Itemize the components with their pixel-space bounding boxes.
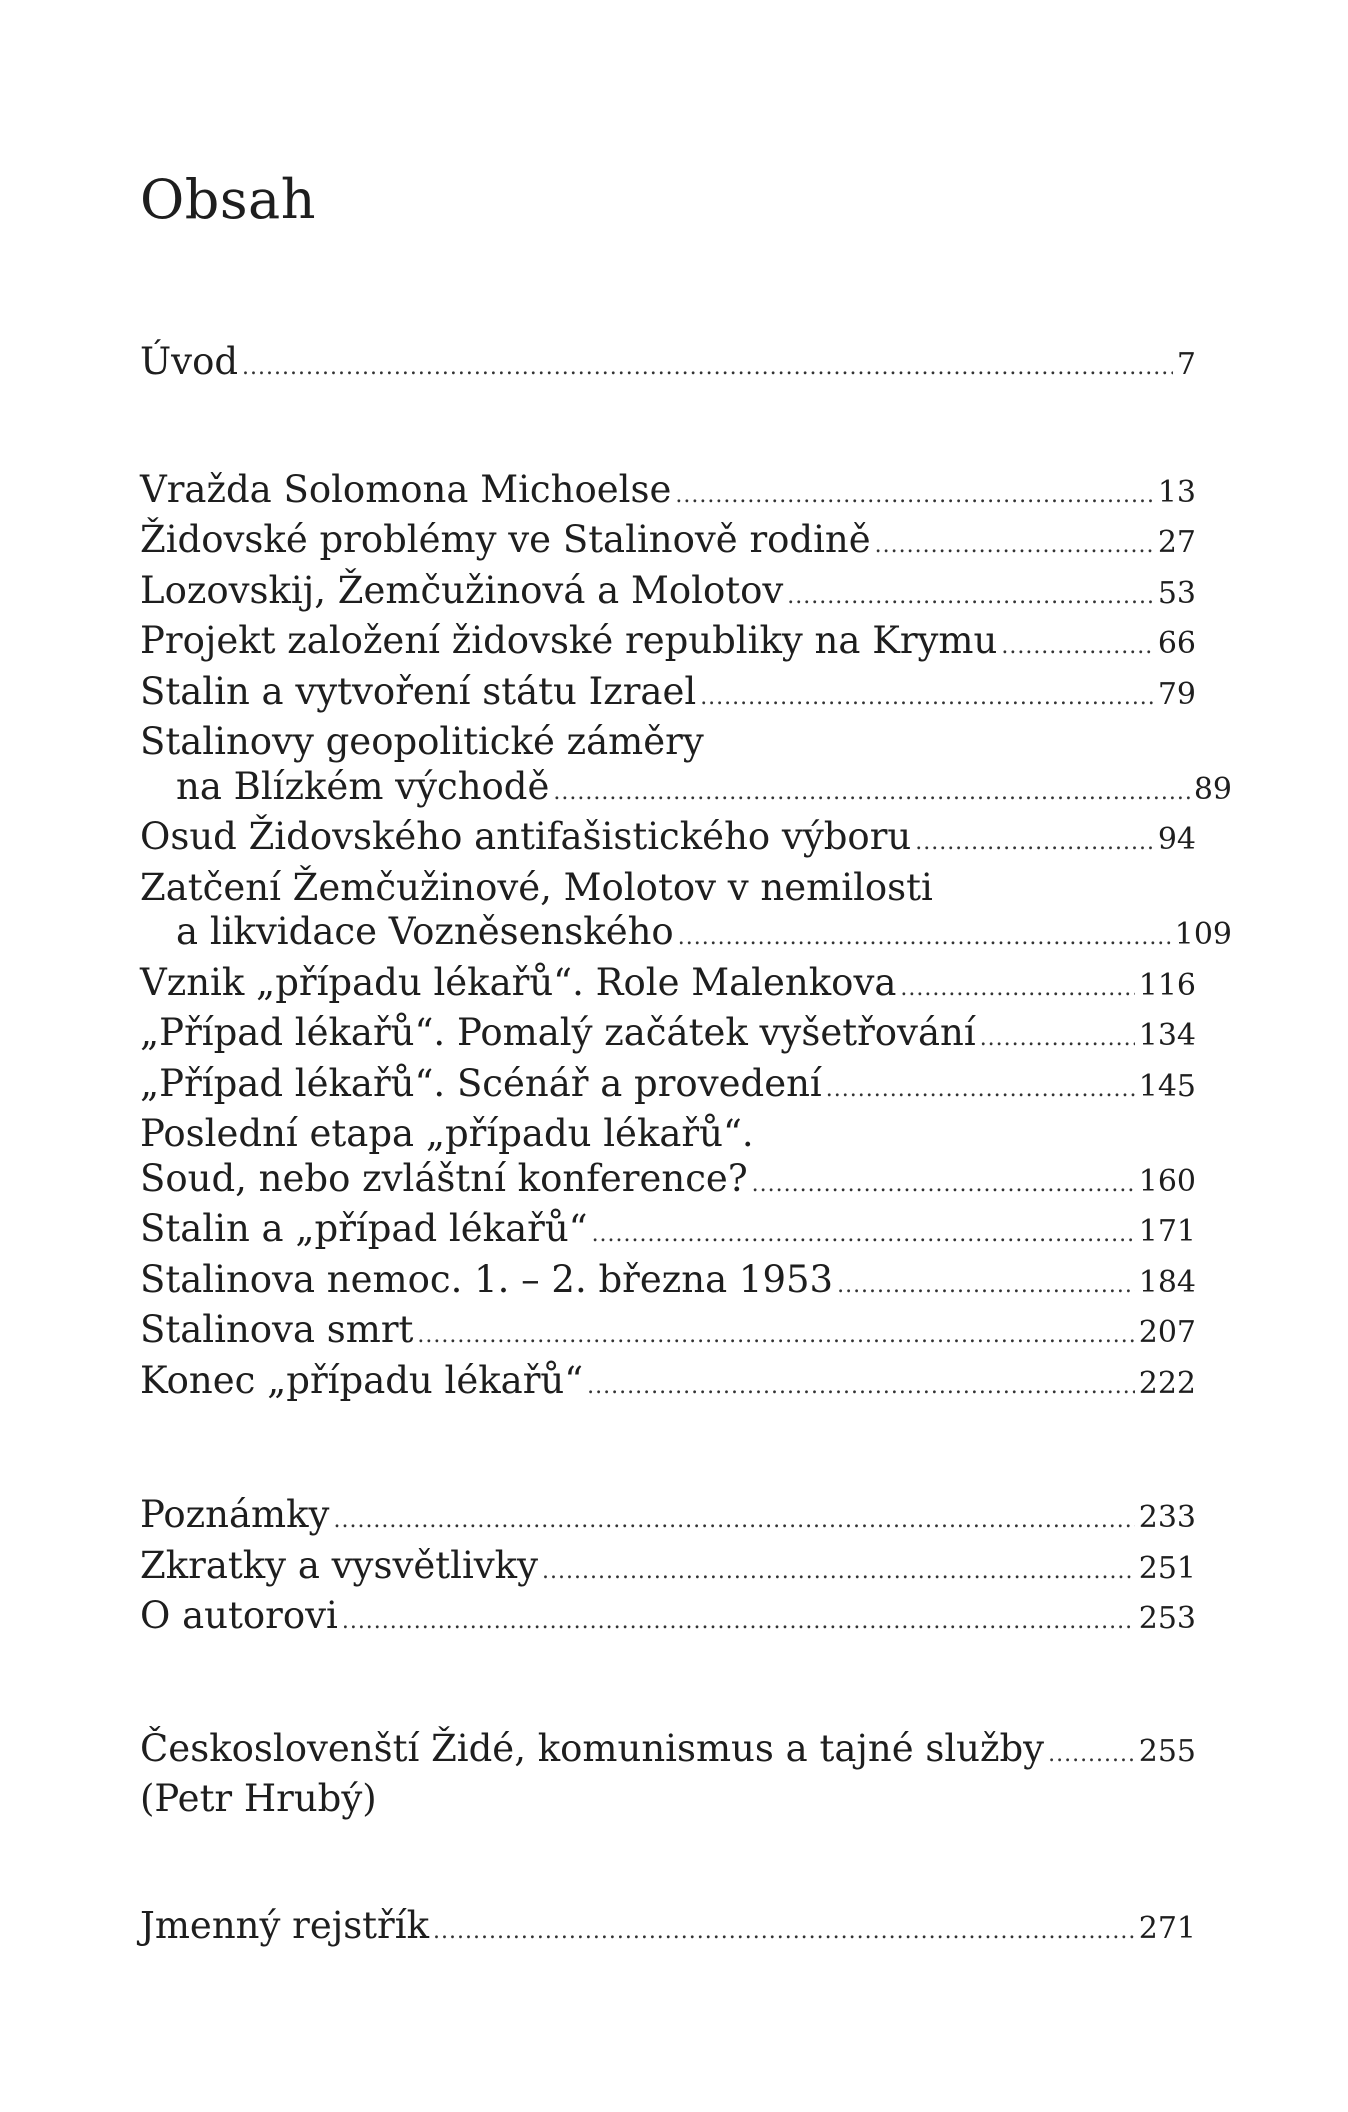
dot-leader [700,676,1154,721]
dot-leader [678,916,1171,961]
toc-entry-page: 145 [1138,1068,1196,1104]
toc-entry-appendix [140,1544,1196,1595]
toc-entry-page: 255 [1138,1733,1196,1769]
toc-entry [140,518,1196,569]
dot-leader [752,1163,1135,1208]
toc-entry-page: 233 [1138,1500,1196,1535]
toc-entry-title: Lozovskij, Žemčužinová a Molotov [140,568,784,612]
toc-entry-title: Vznik „případu lékařů“. Role Malenkova [140,960,897,1004]
dot-leader [1001,625,1153,670]
toc-entry-title-line1: Stalinovy geopolitické záměry [140,720,704,763]
dot-leader [900,967,1134,1012]
toc-entry-title-line2: Soud, nebo zvláštní konference? [140,1156,748,1200]
toc-entry-page: 134 [1138,1018,1196,1053]
toc-entry-page: 171 [1138,1214,1196,1249]
dot-leader [592,1213,1135,1258]
toc-entry-title-line1: Zatčení Žemčužinové, Molotov v nemilosti [140,865,933,909]
toc-entry-title: Stalin a vytvoření státu Izrael [140,669,697,713]
dot-leader [587,1365,1135,1410]
toc-entry-title: „Případ lékařů“. Pomalý začátek vyšetřování [140,1011,976,1054]
toc-entry-title-line2: a likvidace Vozněsenského [176,910,674,953]
toc-entry [140,961,1196,1012]
toc-entry-title: Stalin a „případ lékařů“ [140,1207,588,1250]
toc-entry-page: 184 [1138,1264,1196,1300]
toc-entry-page: 207 [1138,1315,1196,1350]
dot-leader [826,1068,1135,1113]
dot-leader [875,524,1154,569]
toc-entry [140,468,1196,519]
toc-entry [140,1011,1196,1062]
toc-entry-page: 251 [1138,1550,1196,1586]
toc-entry [140,1359,1196,1410]
toc-entry-title: Jmenný rejstřík [140,1903,429,1947]
dot-leader [433,1910,1135,1955]
toc-entry-title: Židovské problémy ve Stalinově rodině [140,518,871,561]
toc-entry-intro [140,340,1196,391]
dot-leader [675,474,1153,519]
toc-entry-title: Úvod [140,340,239,383]
dot-leader [242,346,1173,391]
toc-entry-title: Projekt založení židovské republiky na Krymu [140,619,998,662]
toc-entry-title: Vražda Solomona Michoelse [140,467,672,511]
toc-entry-page: 116 [1138,967,1196,1003]
toc-entry [140,720,1232,815]
toc-entry [140,569,1196,620]
toc-entry [140,1207,1196,1258]
toc-entry-title-line1: Poslední etapa „případu lékařů“. [140,1112,754,1155]
toc-entry-title: „Případ lékařů“. Scénář a provedení [140,1061,822,1105]
toc-entry-page: 94 [1157,822,1196,857]
dot-leader [553,771,1189,816]
toc-entry-page: 13 [1157,474,1196,510]
toc-entry-page: 53 [1157,575,1196,611]
dot-leader [837,1264,1135,1309]
toc-entry-page: 66 [1157,626,1196,661]
toc-entry [140,865,1232,961]
toc-entry-page: 222 [1138,1365,1196,1401]
toc-entry-appendix [140,1594,1196,1645]
toc-entry-page: 79 [1157,676,1196,712]
toc-entry-author: (Petr Hrubý) [140,1777,377,1820]
toc-entry-title: O autorovi [140,1594,338,1637]
toc-entry-title: Stalinova nemoc. 1. – 2. března 1953 [140,1257,834,1301]
page-title: Obsah [140,168,317,231]
toc-entry-title: Stalinova smrt [140,1308,414,1351]
toc-entry-page: 109 [1174,917,1232,952]
toc-entry [140,815,1196,866]
toc-entry-page: 7 [1176,347,1196,382]
dot-leader [333,1499,1134,1544]
toc-entry [140,1308,1196,1359]
dot-leader [542,1550,1135,1595]
table-of-contents [140,340,1232,1954]
dot-leader [417,1314,1134,1359]
toc-entry-page: 27 [1157,525,1196,560]
toc-entry-title-line2: na Blízkém východě [176,764,550,808]
dot-leader [980,1017,1135,1062]
toc-entry-title: Osud Židovského antifašistického výboru [140,815,912,858]
dot-leader [342,1600,1135,1645]
toc-entry-page: 160 [1138,1163,1196,1199]
toc-entry-title: Zkratky a vysvětlivky [140,1543,539,1587]
toc-entry-page: 271 [1138,1910,1196,1946]
toc-entry-appendix [140,1493,1196,1544]
toc-entry-title: Konec „případu lékařů“ [140,1358,584,1402]
toc-entry-title: Českoslovenští Židé, komunismus a tajné služby [140,1726,1045,1770]
toc-entry [140,670,1196,721]
toc-entry-index [140,1904,1196,1955]
dot-leader [1048,1733,1135,1778]
toc-entry [140,619,1196,670]
toc-entry [140,1112,1196,1207]
toc-entry [140,1258,1196,1309]
toc-entry-title: Poznámky [140,1493,330,1536]
toc-entry-essay [140,1727,1196,1822]
dot-leader [787,575,1154,620]
toc-entry-page: 253 [1138,1601,1196,1636]
toc-entry-page: 89 [1193,771,1232,807]
toc-entry [140,1062,1196,1113]
dot-leader [915,821,1154,866]
